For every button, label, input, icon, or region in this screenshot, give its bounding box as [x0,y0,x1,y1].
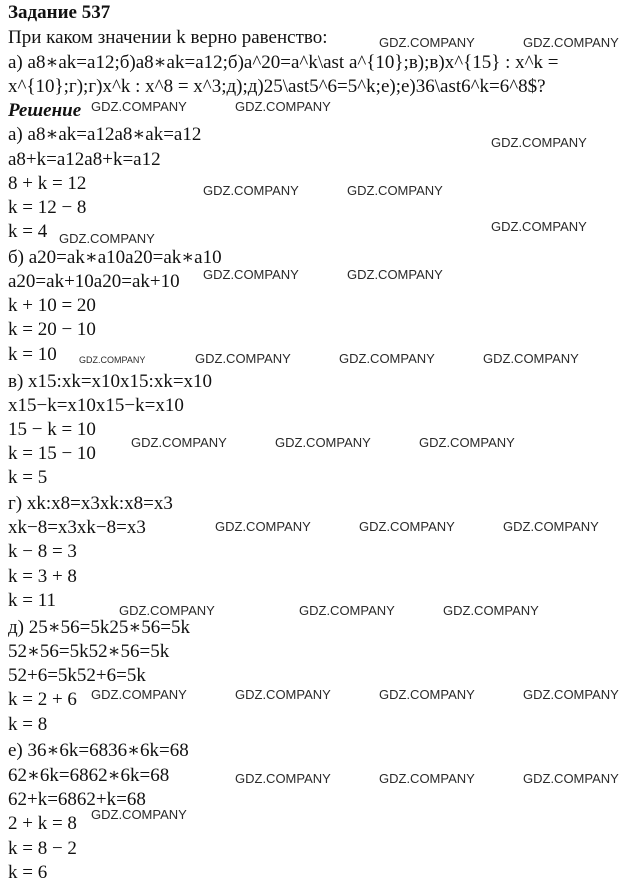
solution-line: x15−k=x10x15−k=x10 [8,395,184,416]
watermark: GDZ.COMPANY [91,807,187,822]
watermark: GDZ.COMPANY [491,219,587,234]
solution-line: k + 10 = 20 [8,295,96,316]
watermark: GDZ.COMPANY [131,435,227,450]
watermark: GDZ.COMPANY [203,183,299,198]
watermark: GDZ.COMPANY [119,603,215,618]
watermark: GDZ.COMPANY [523,35,619,50]
solution-line: k = 4 [8,221,48,242]
solution-line: k = 3 + 8 [8,566,77,587]
watermark: GDZ.COMPANY [91,687,187,702]
solution-line: k = 20 − 10 [8,319,96,340]
solution-line: д) 25∗56=5k25∗56=5k [8,617,191,638]
solution-line: 52+6=5k52+6=5k [8,665,146,686]
watermark: GDZ.COMPANY [379,35,475,50]
solution-line: в) x15:xk=x10x15:xk=x10 [8,371,213,392]
problem-line-2: а) a8∗ak=a12;б)a8∗ak=a12;б)a^20=a^k\ast a^{10};в);в)x^{15} : x^k = [8,52,559,73]
watermark: GDZ.COMPANY [91,99,187,114]
solution-line: 62∗6k=6862∗6k=68 [8,765,170,786]
watermark: GDZ.COMPANY [379,771,475,786]
solution-line: k = 15 − 10 [8,443,96,464]
watermark: GDZ.COMPANY [491,135,587,150]
solution-line: е) 36∗6k=6836∗6k=68 [8,740,189,761]
watermark: GDZ.COMPANY [299,603,395,618]
solution-line: k = 8 − 2 [8,838,77,859]
solution-line: k = 11 [8,590,57,611]
solution-line: 62+k=6862+k=68 [8,789,146,810]
watermark: GDZ.COMPANY [59,231,155,246]
solution-line: k = 2 + 6 [8,689,77,710]
solution-line: k = 6 [8,862,48,883]
watermark: GDZ.COMPANY [275,435,371,450]
watermark: GDZ.COMPANY [215,519,311,534]
watermark: GDZ.COMPANY [235,99,331,114]
solution-line: k = 5 [8,467,48,488]
solution-line: б) a20=ak∗a10a20=ak∗a10 [8,247,222,268]
task-title: Задание 537 [8,2,111,23]
solution-line: 15 − k = 10 [8,419,96,440]
watermark: GDZ.COMPANY [79,355,146,365]
watermark: GDZ.COMPANY [235,771,331,786]
solution-line: 2 + k = 8 [8,813,77,834]
watermark: GDZ.COMPANY [419,435,515,450]
watermark: GDZ.COMPANY [359,519,455,534]
watermark: GDZ.COMPANY [443,603,539,618]
watermark: GDZ.COMPANY [347,267,443,282]
solution-label: Решение [8,100,82,121]
problem-line-1: При каком значении k верно равенство: [8,27,328,48]
watermark: GDZ.COMPANY [339,351,435,366]
watermark: GDZ.COMPANY [483,351,579,366]
solution-line: k − 8 = 3 [8,541,77,562]
watermark: GDZ.COMPANY [203,267,299,282]
solution-line: а) a8∗ak=a12a8∗ak=a12 [8,124,202,145]
solution-line: k = 12 − 8 [8,197,87,218]
watermark: GDZ.COMPANY [195,351,291,366]
problem-line-3: x^{10};г);г)x^k : x^8 = x^3;д);д)25\ast5^6=5^k;е);е)36\ast6^k=6^8$? [8,76,546,97]
solution-line: 52∗56=5k52∗56=5k [8,641,170,662]
solution-line: k = 10 [8,344,57,365]
solution-line: г) xk:x8=x3xk:x8=x3 [8,493,173,514]
watermark: GDZ.COMPANY [503,519,599,534]
solution-line: xk−8=x3xk−8=x3 [8,517,146,538]
solution-line: a20=ak+10a20=ak+10 [8,271,180,292]
watermark: GDZ.COMPANY [523,687,619,702]
watermark: GDZ.COMPANY [523,771,619,786]
solution-line: 8 + k = 12 [8,173,87,194]
watermark: GDZ.COMPANY [235,687,331,702]
watermark: GDZ.COMPANY [379,687,475,702]
solution-line: k = 8 [8,714,48,735]
watermark: GDZ.COMPANY [347,183,443,198]
solution-line: a8+k=a12a8+k=a12 [8,149,161,170]
